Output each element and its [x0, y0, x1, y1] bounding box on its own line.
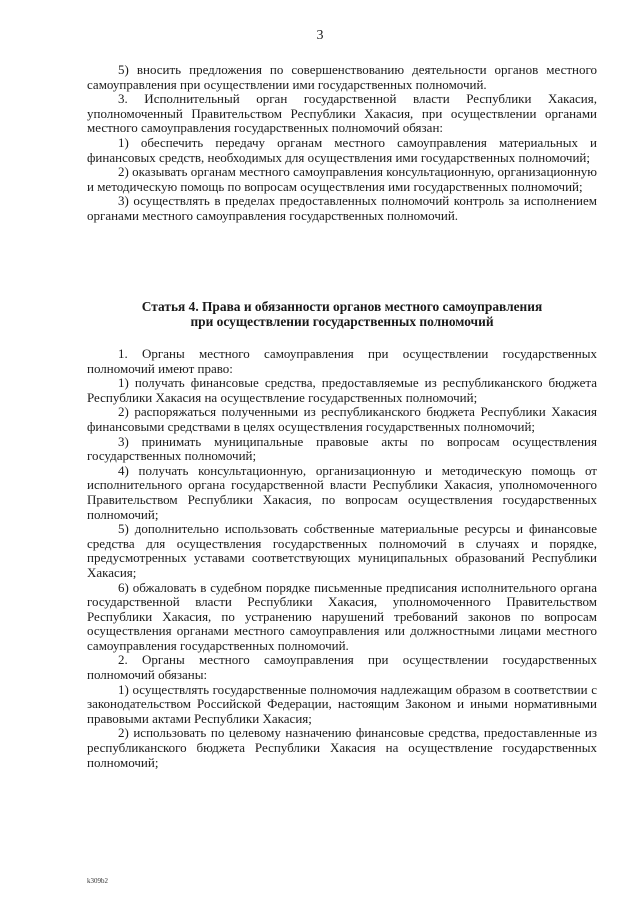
article-heading: [87, 299, 597, 329]
paragraph: 3. Исполнительный орган государственной власти Республики Хакасия, уполномоченный Правительством Республики Хакасия, при осуществлении органами местного самоуправления государственных полномочий обязан:: [87, 91, 597, 136]
paragraph: 3) осуществлять в пределах предоставленных полномочий контроль за исполнением органами местного самоуправления государственных полномочий.: [87, 193, 597, 223]
paragraph: 2) распоряжаться полученными из республиканского бюджета Республики Хакасия финансовыми средствами в целях осуществления государственных полномочий;: [87, 404, 597, 434]
article-heading-line-1: Статья 4. Права и обязанности органов местного самоуправления: [141, 299, 543, 314]
paragraph: 3) принимать муниципальные правовые акты по вопросам осуществления государственных полномочий;: [87, 433, 597, 464]
article-heading-line-2: при осуществлении государственных полномочий: [190, 314, 494, 329]
paragraph: 1) осуществлять государственные полномочия надлежащим образом в соответствии с законодательством Российской Федерации, настоящим Законом и иными нормативными правовыми актами Республики Хакасия;: [87, 681, 597, 726]
page-number: 3: [316, 28, 324, 43]
paragraph: 2) использовать по целевому назначению финансовые средства, предоставленные из республиканского бюджета Республики Хакасия на осуществление государственных полномочий;: [87, 725, 597, 770]
text-block-duties-executive: [87, 63, 597, 224]
paragraph: 6) обжаловать в судебном порядке письменные предписания исполнительного органа государственной власти Республики Хакасия, уполномоченного Правительством Республики Хакасия, по устранению нарушений требований законов по вопросам осуществления органами местного самоуправления или должностными лицами местного самоуправления государственных полномочий.: [87, 579, 597, 653]
paragraph: 1. Органы местного самоуправления при осуществлении государственных полномочий имеют право:: [87, 346, 597, 376]
paragraph: 1) обеспечить передачу органам местного самоуправления материальных и финансовых средств, необходимых для осуществления ими государственных полномочий;: [87, 134, 597, 165]
paragraph: 1) получать финансовые средства, предоставляемые из республиканского бюджета Республики Хакасия на осуществление государственных полномочий;: [87, 375, 597, 405]
paragraph: 5) вносить предложения по совершенствованию деятельности органов местного самоуправления при осуществлении ими государственных полномочий.: [87, 62, 597, 92]
paragraph: 2) оказывать органам местного самоуправления консультационную, организационную и методическую помощь по вопросам осуществления ими государственных полномочий;: [87, 164, 597, 194]
footer-code: k309b2: [87, 877, 108, 885]
paragraph: 2. Органы местного самоуправления при осуществлении государственных полномочий обязаны:: [87, 652, 597, 683]
paragraph: 4) получать консультационную, организационную и методическую помощь от исполнительного органа государственной власти Республики Хакасия, уполномоченного Правительством Республики Хакасия, по вопросам осуществления государственных полномочий;: [87, 462, 597, 522]
text-block-article-4: [87, 347, 597, 770]
paragraph: 5) дополнительно использовать собственные материальные ресурсы и финансовые средства для осуществления государственных полномочий в случаях и порядке, предусмотренных уставами соответствующих муниципальных образований Республики Хакасия;: [87, 521, 597, 580]
